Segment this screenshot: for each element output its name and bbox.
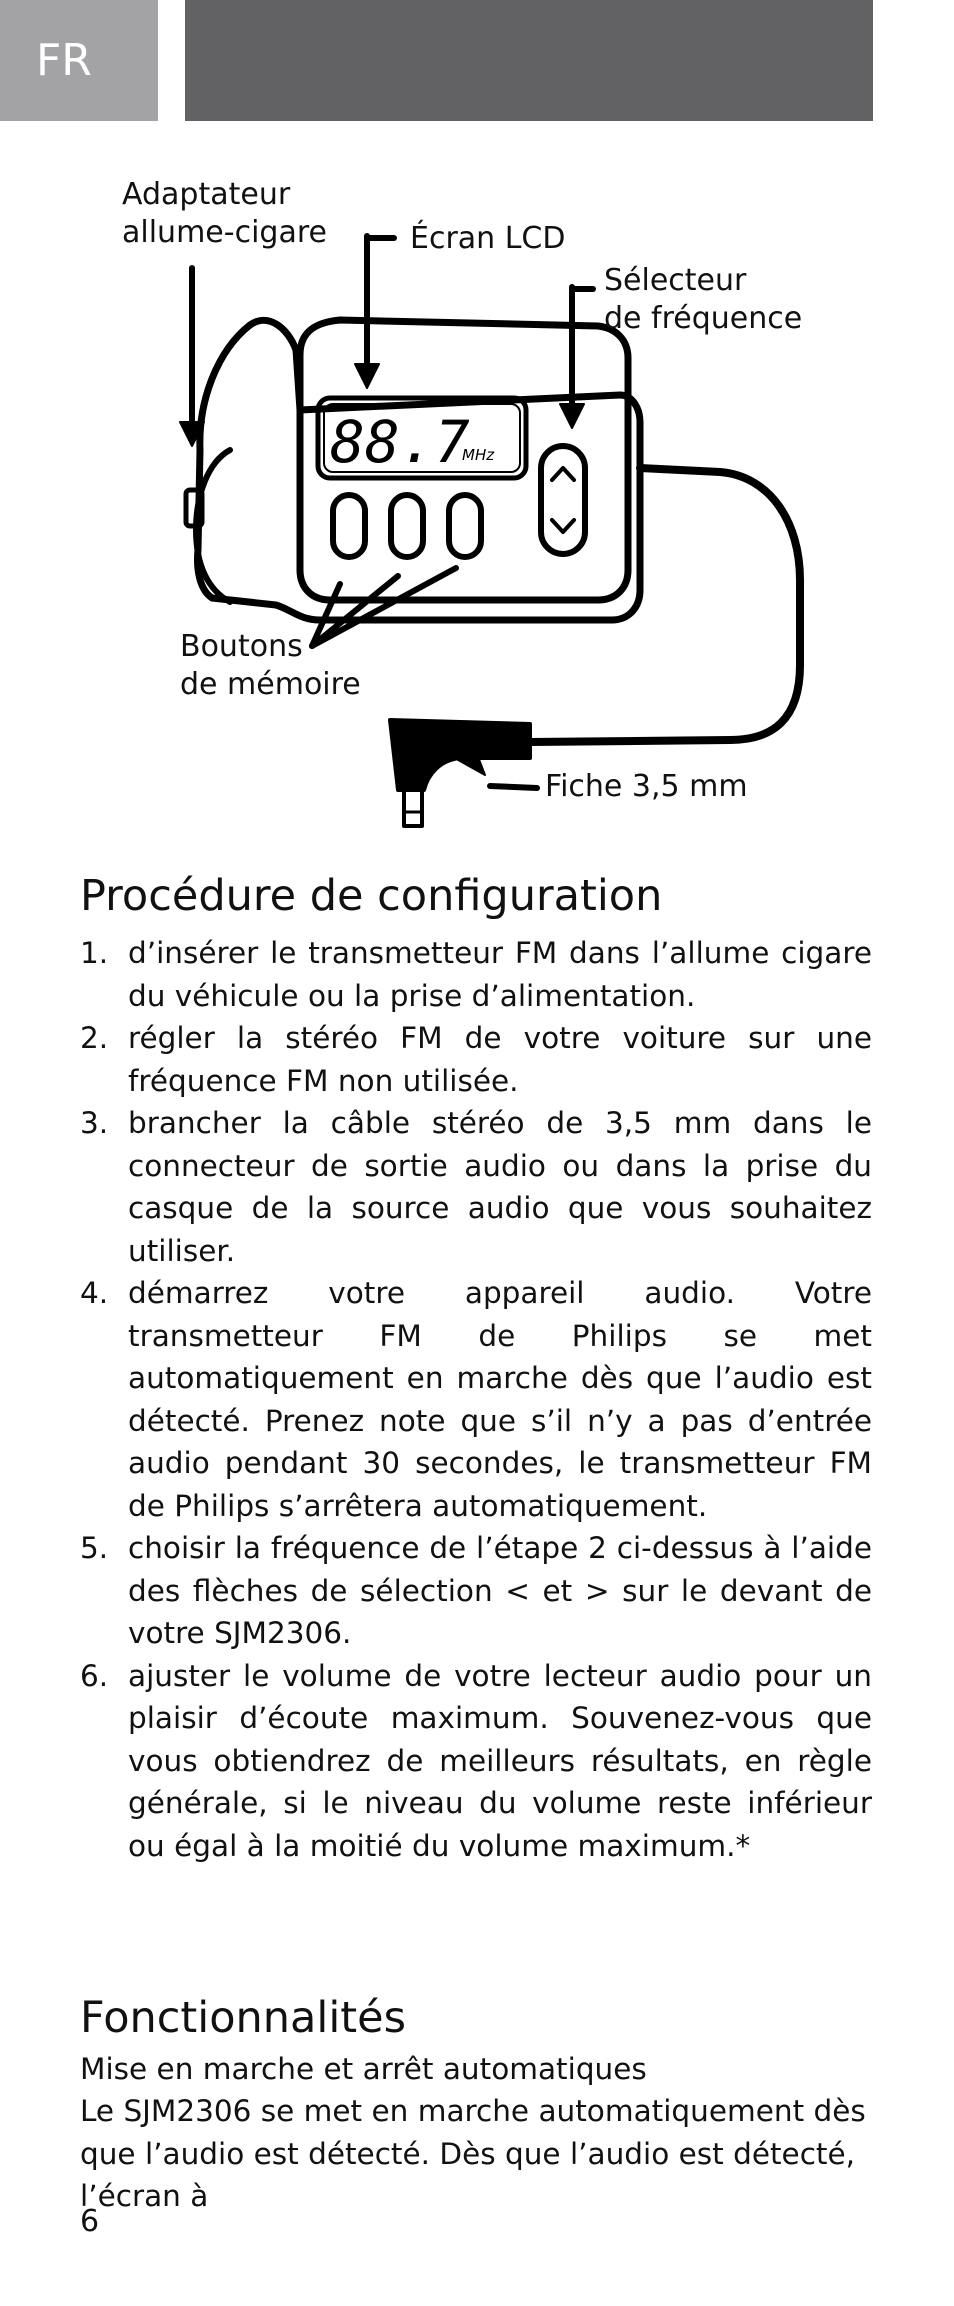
- memory-label-line-1: Boutons: [180, 629, 303, 664]
- features-title: Fonctionnalités: [80, 1993, 406, 2043]
- memory-buttons-label: [180, 628, 361, 704]
- adapter-label: [122, 176, 327, 252]
- lcd-unit-label: MHz: [462, 446, 495, 464]
- frequency-selector: [541, 446, 585, 554]
- header-bar: [185, 0, 873, 121]
- step-text: brancher la câble stéréo de 3,5 mm dans le connecteur de sortie audio ou dans la prise du casque de la source audio que vous souhaitez utiliser.: [128, 1106, 872, 1268]
- step-text: régler la stéréo FM de votre voiture sur une fréquence FM non utilisée.: [128, 1021, 872, 1098]
- setup-step: [80, 1017, 872, 1102]
- product-diagram: [0, 150, 954, 850]
- step-number: 5.: [80, 1531, 109, 1565]
- step-number: 1.: [80, 936, 109, 970]
- plug-pointer-line: [490, 786, 537, 788]
- step-text: choisir la fréquence de l’étape 2 ci-dessus à l’aide des flèches de sélection < et > sur le devant de votre SJM2306.: [128, 1531, 872, 1650]
- memory-button-3: [449, 495, 481, 557]
- memory-button-2: [391, 495, 423, 557]
- features-subtitle: Mise en marche et arrêt automatiques: [80, 2052, 647, 2086]
- memory-label-line-2: de mémoire: [180, 667, 361, 702]
- adapter-label-line-1: Adaptateur: [122, 177, 291, 212]
- setup-title: Procédure de configuration: [80, 871, 663, 921]
- step-number: 2.: [80, 1021, 109, 1055]
- page-number: 6: [80, 2204, 100, 2239]
- audio-cable: [530, 468, 800, 742]
- selector-label-line-1: Sélecteur: [604, 263, 747, 298]
- step-number: 6.: [80, 1658, 109, 1693]
- setup-steps-list: [80, 932, 872, 1867]
- selector-label-line-2: de fréquence: [604, 301, 803, 336]
- down-arrow-icon: [552, 520, 574, 532]
- plug-label: Fiche 3,5 mm: [545, 769, 748, 804]
- lcd-frequency-display: 88.7: [330, 408, 470, 476]
- memory-button-1: [333, 495, 365, 557]
- step-text: d’insérer le transmetteur FM dans l’allume cigare du véhicule ou la prise d’alimentation.: [128, 936, 872, 1013]
- step-text: ajuster le volume de votre lecteur audio pour un plaisir d’écoute maximum. Souvenez-vous que vous obtiendrez de meilleurs résultats, en règle générale, si le niveau du volume reste inférieur ou égal à la moitié du volume maximum.*: [128, 1658, 872, 1863]
- language-code: FR: [36, 35, 92, 86]
- setup-step: [80, 1655, 872, 1868]
- up-arrow-icon: [552, 468, 574, 480]
- step-number: 4.: [80, 1276, 109, 1310]
- features-body: Le SJM2306 se met en marche automatiquement dès que l’audio est détecté. Dès que l’audio est détecté, l’écran à: [80, 2094, 866, 2213]
- language-tab: [0, 0, 158, 121]
- lcd-label: Écran LCD: [410, 221, 566, 256]
- selector-label: [604, 262, 802, 338]
- setup-step: [80, 932, 872, 1017]
- step-text: démarrez votre appareil audio. Votre transmetteur FM de Philips se met automatiquement en marche dès que l’audio est détecté. Prenez note que s’il n’y a pas d’entrée audio pendant 30 secondes, le transmetteur FM de Philips s’arrêtera automatiquement.: [128, 1276, 872, 1523]
- step-number: 3.: [80, 1106, 109, 1140]
- setup-step: [80, 1272, 872, 1527]
- adapter-label-line-2: allume-cigare: [122, 215, 327, 250]
- setup-step: [80, 1102, 872, 1272]
- setup-step: [80, 1527, 872, 1655]
